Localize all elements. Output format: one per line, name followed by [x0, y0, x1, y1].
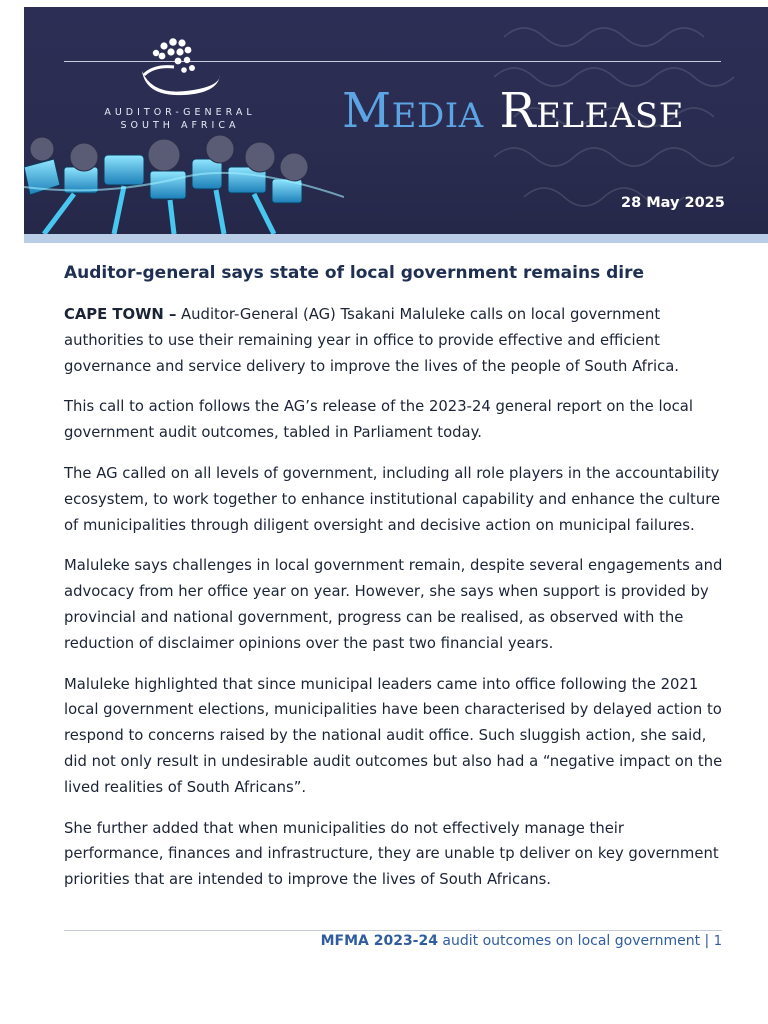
banner-underline-strip: [24, 234, 768, 243]
org-name-line2: SOUTH AFRICA: [120, 120, 240, 131]
footer-rule: [64, 930, 722, 931]
media-title-word1: Media: [342, 83, 484, 139]
footer-report-name: MFMA 2023-24: [320, 933, 438, 949]
paragraph: She further added that when municipalities do not effectively manage their performance, finances and infrastructure, they are unable tp deliver on key government priorities that are intended to improve the lives of South Africans.: [64, 819, 719, 889]
lead-paragraph: [64, 302, 724, 379]
article-headline: Auditor-general says state of local government remains dire: [64, 263, 645, 283]
paragraph: Maluleke says challenges in local government remain, despite several engagements and advocacy from her office year on year. However, she says when support is provided by provincial and national government, progress can be realised, as observed with the reduction of disclaimer opinions over the past two financial years.: [64, 557, 723, 652]
media-title-word2: Release: [499, 83, 685, 139]
article-body: [64, 262, 724, 908]
header-banner: [24, 7, 768, 234]
microphones-illustration-icon: [24, 127, 344, 234]
dateline: CAPE TOWN –: [64, 306, 177, 323]
paragraph: Maluleke highlighted that since municipal leaders came into office following the 2021 local government elections, municipalities have been characterised by delayed action to respond to concerns raised by the national audit office. Such sluggish action, she said, did not only result in undesirable audit outcomes but also had a “negative impact on the lived realities of South Africans”.: [64, 675, 723, 796]
lead-paragraph-text: Auditor-General (AG) Tsakani Maluleke calls on local government authorities to use their remaining year in office to provide effective and efficient governance and service delivery to improve the lives of the people of South Africa.: [64, 306, 679, 375]
footer-report-subtitle: audit outcomes on local government |: [437, 933, 714, 949]
paragraph: The AG called on all levels of government, including all role players in the accountability ecosystem, to work together to enhance institutional capability and enhance the culture of municipalities through diligent oversight and decisive action on municipal failures.: [64, 464, 721, 534]
org-name-line1: AUDITOR-GENERAL: [104, 107, 256, 118]
media-release-title: [342, 83, 685, 139]
page-footer: [321, 933, 722, 949]
release-date: 28 May 2025: [621, 195, 725, 211]
paragraph: This call to action follows the AG’s release of the 2023-24 general report on the local government audit outcomes, tabled in Parliament today.: [64, 398, 693, 442]
auditor-general-logo-icon: [132, 33, 228, 105]
page-number: 1: [713, 934, 722, 949]
